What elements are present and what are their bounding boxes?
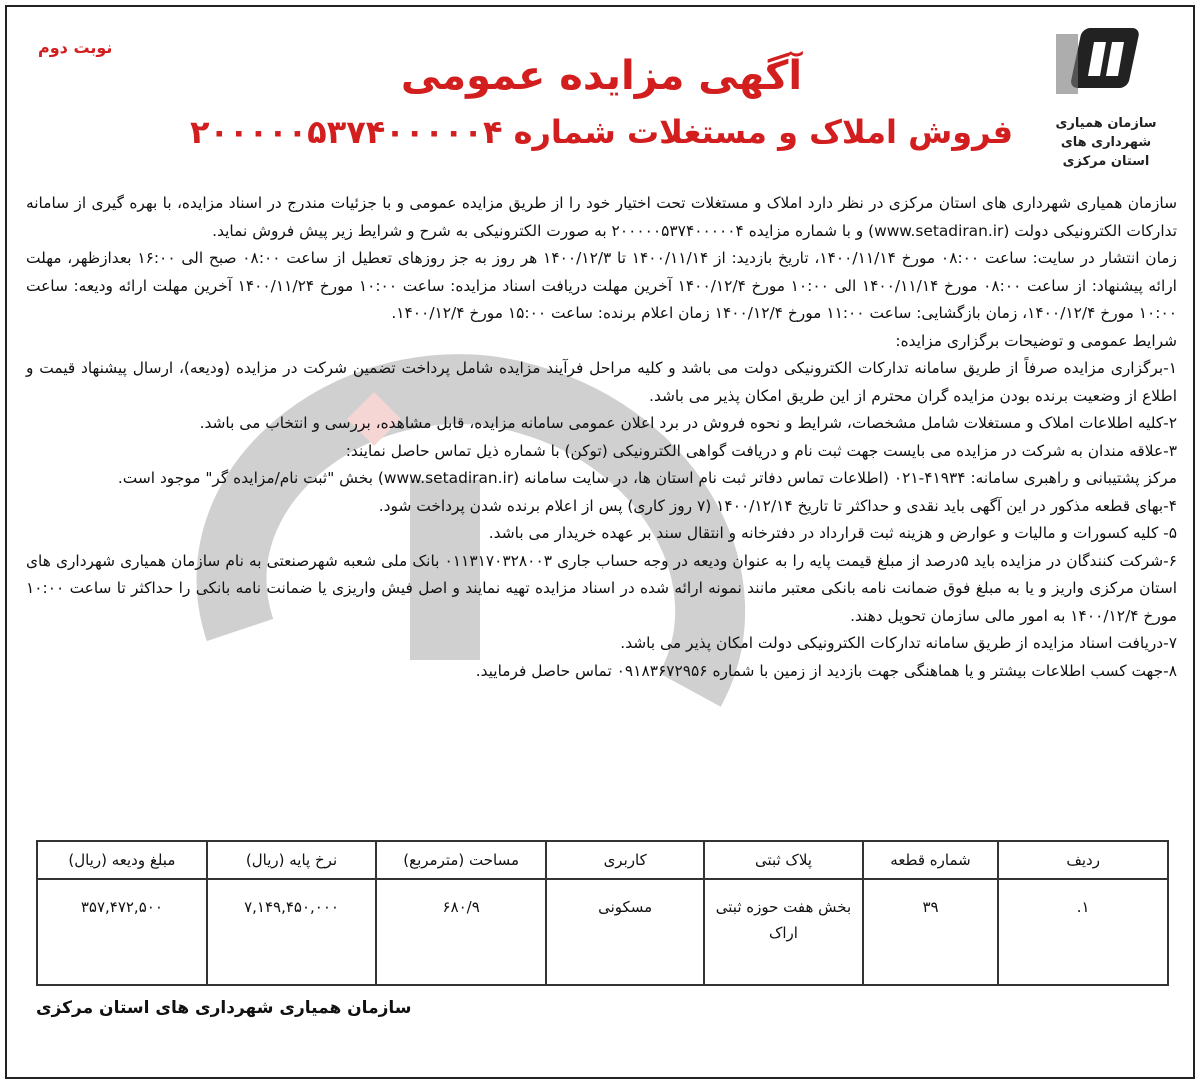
column-header-lot-number: شماره قطعه (863, 841, 999, 879)
lots-table (36, 840, 1169, 986)
page-title: آگهی مزایده عمومی (400, 53, 803, 99)
column-header-registry-plate: پلاک ثبتی (704, 841, 862, 879)
paragraph-intro: سازمان همیاری شهرداری های استان مرکزی در نظر دارد املاک و مستغلات تحت اختیار خود را از طریق مزایده عمومی و با جزئیات مندرج در اسناد مزایده، با بهره گیری از سامانه تدارکات الکترونیکی دولت (www.setadiran.ir) و با شماره مزایده ۲۰۰۰۰۰۵۳۷۴۰۰۰۰۰۴ به صورت الکترونیکی به شرح و شرایط زیر پیش فروش نماید. (26, 194, 1177, 240)
logo-caption-line2: استان مرکزی (1062, 154, 1150, 169)
column-header-row-number: ردیف (998, 841, 1168, 879)
paragraph-support: مرکز پشتیبانی و راهبری سامانه: ۴۱۹۳۴-۰۲۱ (اطلاعات تماس دفاتر ثبت نام استان ها، در سایت سامانه (www.setadiran.ir) بخش "ثبت نام/مزایده گر" موجود است. (117, 469, 1177, 487)
paragraph-item-8: ۸-جهت کسب اطلاعات بیشتر و یا هماهنگی جهت بازدید از زمین با شماره ۰۹۱۸۳۶۷۲۹۵۶ تماس حاصل فرمایید. (475, 661, 1177, 680)
cell-usage: مسکونی (546, 879, 704, 985)
cell-deposit: ۳۵۷,۴۷۲,۵۰۰ (37, 879, 207, 985)
cell-row-number: ۱. (998, 879, 1168, 985)
paragraph-item-5: ۵- کلیه کسورات و مالیات و عوارض و هزینه ثبت قرارداد در دفترخانه و انتقال سند بر عهده خریدار می باشد. (488, 524, 1177, 542)
cell-lot-number: ۳۹ (863, 879, 999, 985)
column-header-base-price: نرخ پایه (ریال) (207, 841, 377, 879)
paragraph-schedule: زمان انتشار در سایت: ساعت ۰۸:۰۰ مورخ ۱۴۰۰/۱۱/۱۴، تاریخ بازدید: از ۱۴۰۰/۱۱/۱۴ تا ۱۴۰۰/۱۲/۳ هر روز به جز روزهای تعطیل از ساعت ۰۸:۰۰ صبح الی ۱۶:۰۰ بعدازظهر، مهلت ارائه پیشنهاد: از ساعت ۰۸:۰۰ مورخ ۱۴۰۰/۱۱/۱۴ الی ۱۰:۰۰ مورخ ۱۴۰۰/۱۲/۴ آخرین مهلت دریافت اسناد مزایده: ساعت ۱۰:۰۰ مورخ ۱۴۰۰/۱۱/۲۴ آخرین مهلت ارائه ودیعه: ساعت ۱۰:۰۰ مورخ ۱۴۰۰/۱۲/۴، زمان بازگشایی: ساعت ۱۱:۰۰ مورخ ۱۴۰۰/۱۲/۴ زمان اعلام برنده: ساعت ۱۵:۰۰ مورخ ۱۴۰۰/۱۲/۴. (26, 249, 1177, 322)
paragraph-item-1: ۱-برگزاری مزایده صرفاً از طریق سامانه تدارکات الکترونیکی دولت می باشد و کلیه مراحل فرآیند مزایده شامل پرداخت تضمین شرکت در مزایده (ودیعه)، ارسال پیشنهاد قیمت و اطلاع از وضعیت برنده بودن مزایده گران محترم از این طریق امکان پذیر می باشد. (26, 359, 1177, 405)
footer-signature: سازمان همیاری شهرداری های استان مرکزی (36, 998, 412, 1018)
announcement-body (26, 190, 1177, 685)
cell-area: ۶۸۰/۹ (376, 879, 546, 985)
paragraph-item-3: ۳-علاقه مندان به شرکت در مزایده می بایست جهت ثبت نام و دریافت گواهی الکترونیکی (توکن) با شماره ذیل تماس حاصل نمایند: (345, 441, 1177, 460)
paragraph-item-6: ۶-شرکت کنندگان در مزایده باید ۵درصد از مبلغ قیمت پایه را به عنوان ودیعه در وجه حساب جاری ۰۱۱۳۱۷۰۳۲۸۰۰۳ بانک ملی شعبه شهرصنعتی به نام سازمان همیاری شهرداری های استان مرکزی واریز و یا به مبلغ فوق ضمانت نامه بانکی معتبر مانند نمونه ارائه شده در اسناد مزایده تهیه نمایند و اصل فیش واریزی یا ضمانت نامه بانکی را حداکثر تا ساعت ۱۰:۰۰ مورخ ۱۴۰۰/۱۲/۴ به امور مالی سازمان تحویل دهند. (26, 551, 1177, 625)
column-header-area: مساحت (مترمربع) (376, 841, 546, 879)
cell-registry-plate: بخش هفت حوزه ثبتی اراک (704, 879, 862, 985)
column-header-usage: کاربری (546, 841, 704, 879)
paragraph-item-7: ۷-دریافت اسناد مزایده از طریق سامانه تدارکات الکترونیکی دولت امکان پذیر می باشد. (620, 634, 1177, 652)
paragraph-conditions-heading: شرایط عمومی و توضیحات برگزاری مزایده: (895, 331, 1177, 350)
page-subtitle: فروش املاک و مستغلات شماره ۲۰۰۰۰۰۵۳۷۴۰۰۰۰۰۴ (189, 113, 1014, 151)
table-header-row (37, 841, 1168, 879)
logo-caption-line1: سازمان همیاری شهرداری های (1055, 116, 1157, 150)
cell-base-price: ۷,۱۴۹,۴۵۰,۰۰۰ (207, 879, 377, 985)
edition-label: نوبت دوم (38, 38, 113, 57)
paragraph-item-4: ۴-بهای قطعه مذکور در این آگهی باید نقدی و حداکثر تا تاریخ ۱۴۰۰/۱۲/۱۴ (۷ روز کاری) پس از اعلام برنده شدن پرداخت شود. (378, 496, 1177, 515)
column-header-deposit: مبلغ ودیعه (ریال) (37, 841, 207, 879)
paragraph-item-2: ۲-کلیه اطلاعات املاک و مستغلات شامل مشخصات، شرایط و نحوه فروش در برد اعلان عمومی سامانه مزایده، قابل مشاهده، بررسی و انتخاب می باشد. (199, 414, 1177, 432)
table-row (37, 879, 1168, 985)
